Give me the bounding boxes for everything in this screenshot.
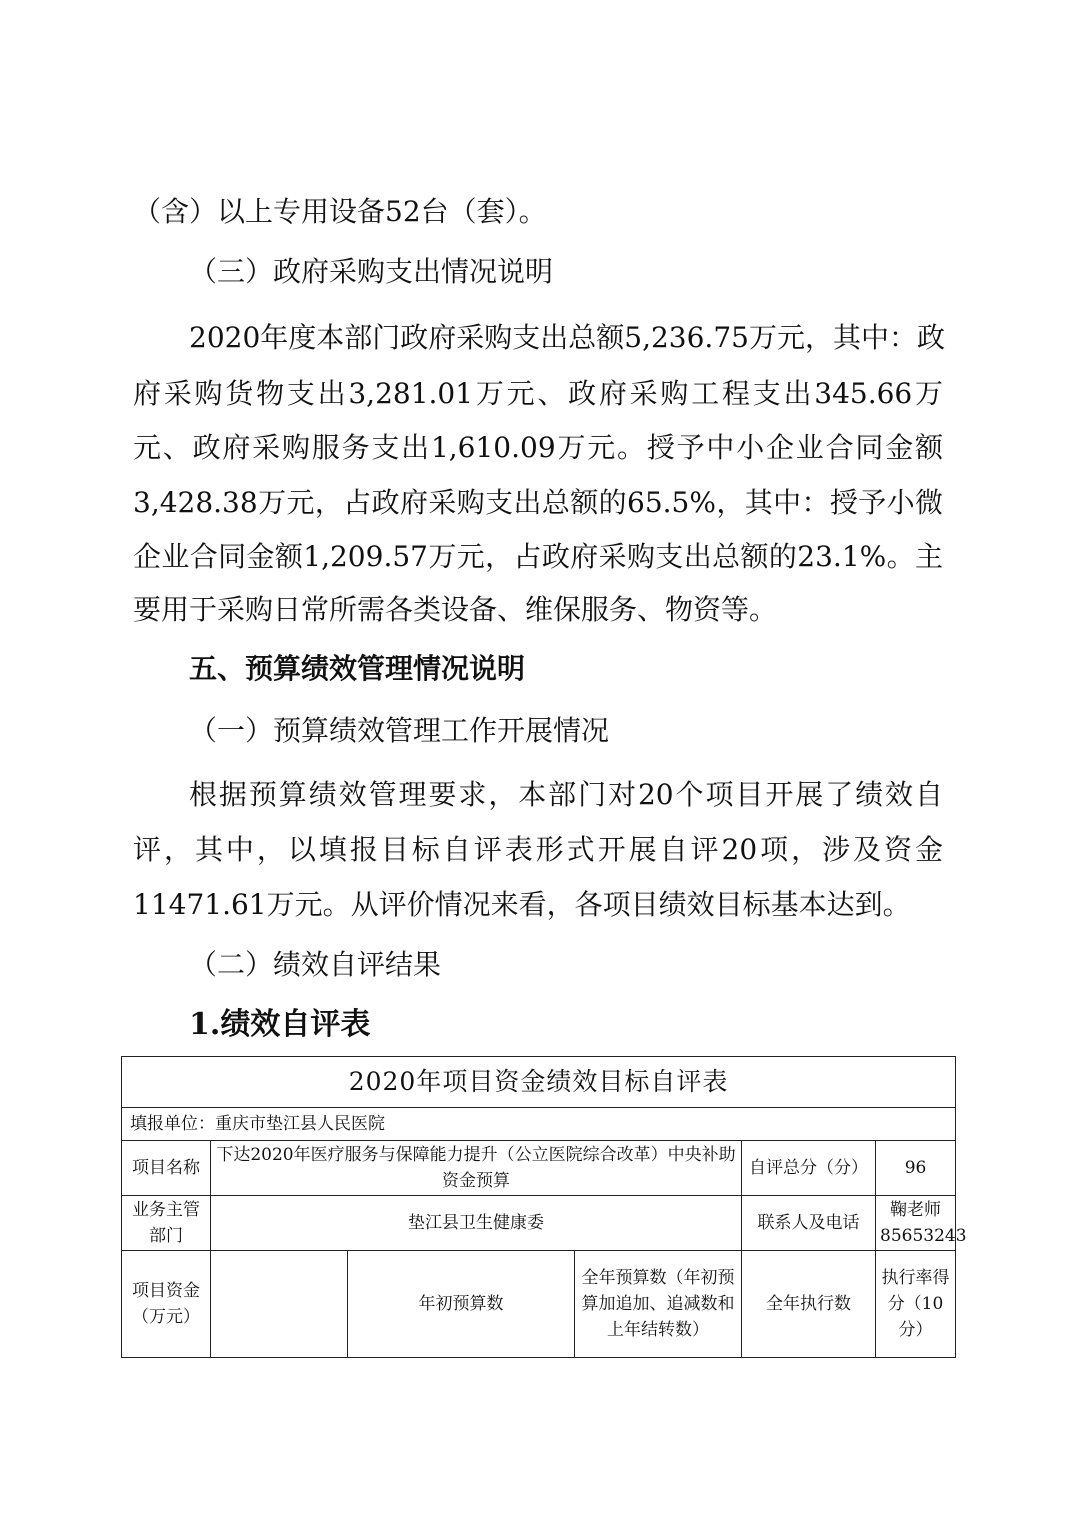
work-line-2: 评，其中，以填报目标自评表形式开展自评20项，涉及资金	[133, 833, 943, 866]
procurement-line-1: 2020年度本部门政府采购支出总额5,236.75万元，其中：政	[189, 321, 945, 354]
table-title: 2020年项目资金绩效目标自评表	[122, 1057, 956, 1108]
self-evaluation-table	[121, 1056, 967, 1358]
procurement-line-4: 3,428.38万元，占政府采购支出总额的65.5%，其中：授予小微	[133, 486, 943, 519]
heading-results: （二）绩效自评结果	[189, 948, 442, 981]
heading-procurement: （三）政府采购支出情况说明	[189, 255, 554, 288]
procurement-line-2: 府采购货物支出3,281.01万元、政府采购工程支出345.66万	[133, 377, 943, 410]
project-name: 下达2020年医疗服务与保障能力提升（公立医院综合改革）中央补助资金预算	[211, 1141, 742, 1196]
project-name-label: 项目名称	[122, 1141, 211, 1196]
dept-value: 垫江县卫生健康委	[211, 1196, 742, 1251]
funds-label: 项目资金（万元）	[122, 1251, 211, 1358]
work-line-3: 11471.61万元。从评价情况来看，各项目绩效目标基本达到。	[133, 888, 911, 921]
exec-rate-score-header: 执行率得分（10分）	[876, 1251, 956, 1358]
contact-value: 鞠老师85653243	[876, 1196, 956, 1251]
dept-label: 业务主管部门	[122, 1196, 211, 1251]
procurement-line-3: 元、政府采购服务支出1,610.09万元。授予中小企业合同金额	[133, 431, 943, 464]
full-year-exec-header: 全年执行数	[742, 1251, 876, 1358]
heading-budget-work: （一）预算绩效管理工作开展情况	[189, 714, 610, 747]
work-line-1: 根据预算绩效管理要求，本部门对20个项目开展了绩效自	[189, 778, 943, 811]
reporting-unit: 填报单位：重庆市垫江县人民医院	[122, 1108, 956, 1141]
full-year-budget-header: 全年预算数（年初预算加追加、追减数和上年结转数）	[575, 1251, 742, 1358]
heading-eval-table: 1.绩效自评表	[189, 1007, 371, 1042]
score-label: 自评总分（分）	[742, 1141, 876, 1196]
procurement-line-6: 要用于采购日常所需各类设备、维保服务、物资等。	[133, 593, 778, 626]
heading-section-5: 五、预算绩效管理情况说明	[189, 652, 526, 685]
procurement-line-5: 企业合同金额1,209.57万元，占政府采购支出总额的23.1%。主	[133, 540, 943, 573]
initial-budget-header: 年初预算数	[348, 1251, 575, 1358]
contact-label: 联系人及电话	[742, 1196, 876, 1251]
funds-empty-cell	[211, 1251, 348, 1358]
paragraph-end-line: （含）以上专用设备52台（套）。	[133, 195, 547, 228]
score-value: 96	[876, 1141, 956, 1196]
